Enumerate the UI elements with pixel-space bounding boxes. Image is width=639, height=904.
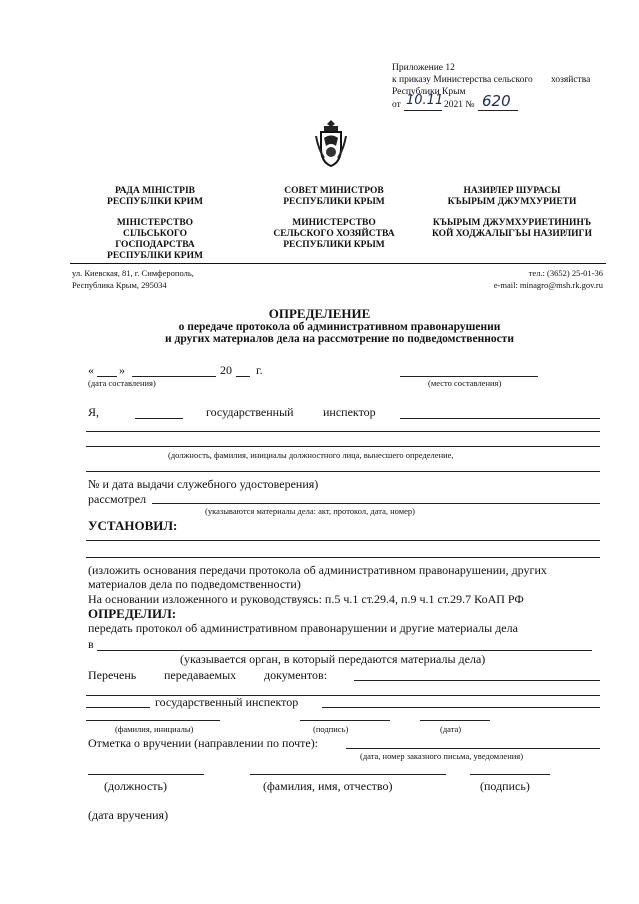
list-label-b: передаваемых — [164, 668, 237, 682]
day-line — [97, 376, 117, 377]
header-left-4: СІЛЬСЬКОГО — [122, 229, 188, 239]
header-right-3: КЪЫРЫМ ДЖУМХУРИЕТИНИНЪ — [432, 218, 592, 228]
final-name-caption: (фамилия, имя, отчество) — [263, 779, 393, 793]
appendix-line3: Республики Крым — [392, 87, 466, 97]
coat-of-arms-icon — [314, 118, 348, 168]
header-left-5: ГОСПОДАРСТВА — [115, 240, 195, 250]
date-quote-open: « — [88, 363, 94, 377]
place-caption: (место составления) — [428, 378, 502, 388]
grounds-line-1 — [86, 540, 600, 541]
header-divider — [70, 263, 606, 264]
appendix-year: 2021 № — [444, 100, 475, 110]
doc-subtitle-2: и других материалов дела на рассмотрение по подведомственности — [165, 333, 514, 345]
final-position-line — [88, 774, 204, 775]
sig-date-line — [420, 720, 490, 721]
list-label-a: Перечень — [88, 668, 137, 682]
header-right-4: КОЙ ХОДЖАЛЫГЪЫ НАЗИРЛИГИ — [431, 229, 592, 239]
sig-caption-name: (фамилия, инициалы) — [115, 724, 194, 734]
established-heading: УСТАНОВИЛ: — [88, 518, 178, 533]
appendix-date-handwritten: 10.11 — [406, 93, 444, 108]
header-center-5: РЕСПУБЛИКИ КРЫМ — [283, 240, 385, 250]
organ-caption: (указывается орган, в который передаются материалы дела) — [180, 652, 486, 666]
materials-caption: (указываются материалы дела: акт, протокол, дата, номер) — [205, 506, 415, 516]
delivery-line — [346, 748, 600, 749]
determined-heading: ОПРЕДЕЛИЛ: — [88, 606, 177, 621]
header-left-3: МІНІСТЕРСТВО — [116, 218, 194, 228]
organ-line — [97, 650, 592, 651]
grounds-line-2 — [86, 557, 600, 558]
list-label-c: документов: — [264, 668, 328, 682]
header-center-2: РЕСПУБЛИКИ КРЫМ — [283, 197, 385, 207]
sig-sign-line — [300, 720, 390, 721]
list-line-1 — [354, 680, 600, 681]
appendix-line2b: хозяйства — [551, 75, 591, 85]
basis-text: На основании изложенного и руководствуясь: п.5 ч.1 ст.29.4, п.9 ч.1 ст.29.7 КоАП РФ — [88, 592, 524, 606]
place-line — [400, 376, 538, 377]
sig-caption-sign: (подпись) — [313, 724, 349, 734]
appendix-date-line — [404, 110, 442, 111]
year-line — [236, 376, 250, 377]
delivery-date-caption: (дата вручения) — [88, 808, 169, 822]
appendix-line2a: к приказу Министерства сельского — [392, 75, 533, 85]
inspector-prefix-line — [135, 418, 183, 419]
date-quote-close: » — [119, 363, 125, 377]
appendix-line1: Приложение 12 — [392, 63, 455, 73]
month-line — [132, 376, 216, 377]
email: e-mail: minagro@msh.rk.gov.ru — [493, 280, 603, 290]
header-left-1: РАДА МІНІСТРІВ — [114, 186, 195, 196]
address-line2: Республика Крым, 295034 — [72, 280, 167, 290]
final-position-caption: (должность) — [104, 779, 167, 793]
header-center-1: СОВЕТ МИНИСТРОВ — [284, 186, 384, 196]
date-caption: (дата составления) — [88, 378, 156, 388]
gos-inspector-line — [322, 707, 600, 708]
doc-subtitle-1: о передаче протокола об административном правонарушении — [178, 321, 501, 333]
header-right-2: КЪЫРЫМ ДЖУМХУРИЕТИ — [447, 197, 577, 207]
delivery-caption: (дата, номер заказного письма, уведомления) — [360, 751, 524, 761]
final-name-line — [250, 774, 446, 775]
reviewed-line — [152, 503, 600, 504]
appendix-from: от — [392, 100, 401, 110]
appendix-number-line — [478, 110, 518, 111]
position-line-3 — [86, 471, 600, 472]
phone: тел.: (3652) 25-01-36 — [528, 268, 603, 278]
reviewed-label: рассмотрел — [88, 492, 147, 506]
header-left-2: РЕСПУБЛІКИ КРИМ — [107, 197, 203, 207]
address-line1: ул. Киевская, 81, г. Симферополь, — [72, 268, 194, 278]
delivery-label: Отметка о вручении (направлении по почте): — [88, 736, 319, 750]
final-sign-line — [470, 774, 550, 775]
position-line-1 — [86, 431, 600, 432]
transfer-text: передать протокол об административном правонарушении и другие материалы дела — [88, 621, 518, 635]
doc-title: ОПРЕДЕЛЕНИЕ — [268, 306, 371, 321]
sig-name-line — [86, 720, 220, 721]
year-suffix: г. — [256, 363, 263, 377]
header-center-4: СЕЛЬСКОГО ХОЗЯЙСТВА — [273, 229, 395, 239]
appendix-number-handwritten: 620 — [482, 92, 511, 110]
final-sign-caption: (подпись) — [480, 779, 530, 793]
header-center-3: МИНИСТЕРСТВО — [292, 218, 376, 228]
position-line-2 — [86, 446, 600, 447]
header-left-6: РЕСПУБЛІКИ КРИМ — [107, 251, 203, 261]
header-right-1: НАЗИРЛЕР ШУРАСЫ — [463, 186, 561, 196]
gos-inspector-label: государственный инспектор — [155, 695, 299, 709]
grounds-caption-2: материалов дела по подведомственности) — [88, 577, 301, 591]
sign-pre-line — [86, 707, 150, 708]
grounds-caption-1: (изложить основания передачи протокола об административном правонарушении, других — [88, 563, 547, 577]
position-caption: (должность, фамилия, инициалы должностного лица, вынесшего определение, — [168, 450, 454, 460]
gos-label: государственный — [206, 405, 294, 419]
inspector-name-line — [400, 418, 600, 419]
year-prefix: 20 — [220, 363, 232, 377]
sig-caption-date: (дата) — [440, 724, 462, 734]
inspector-label: инспектор — [323, 405, 376, 419]
ya-label: Я, — [88, 405, 100, 419]
certificate-label: № и дата выдачи служебного удостоверения) — [88, 477, 319, 491]
v-label: в — [88, 637, 94, 651]
